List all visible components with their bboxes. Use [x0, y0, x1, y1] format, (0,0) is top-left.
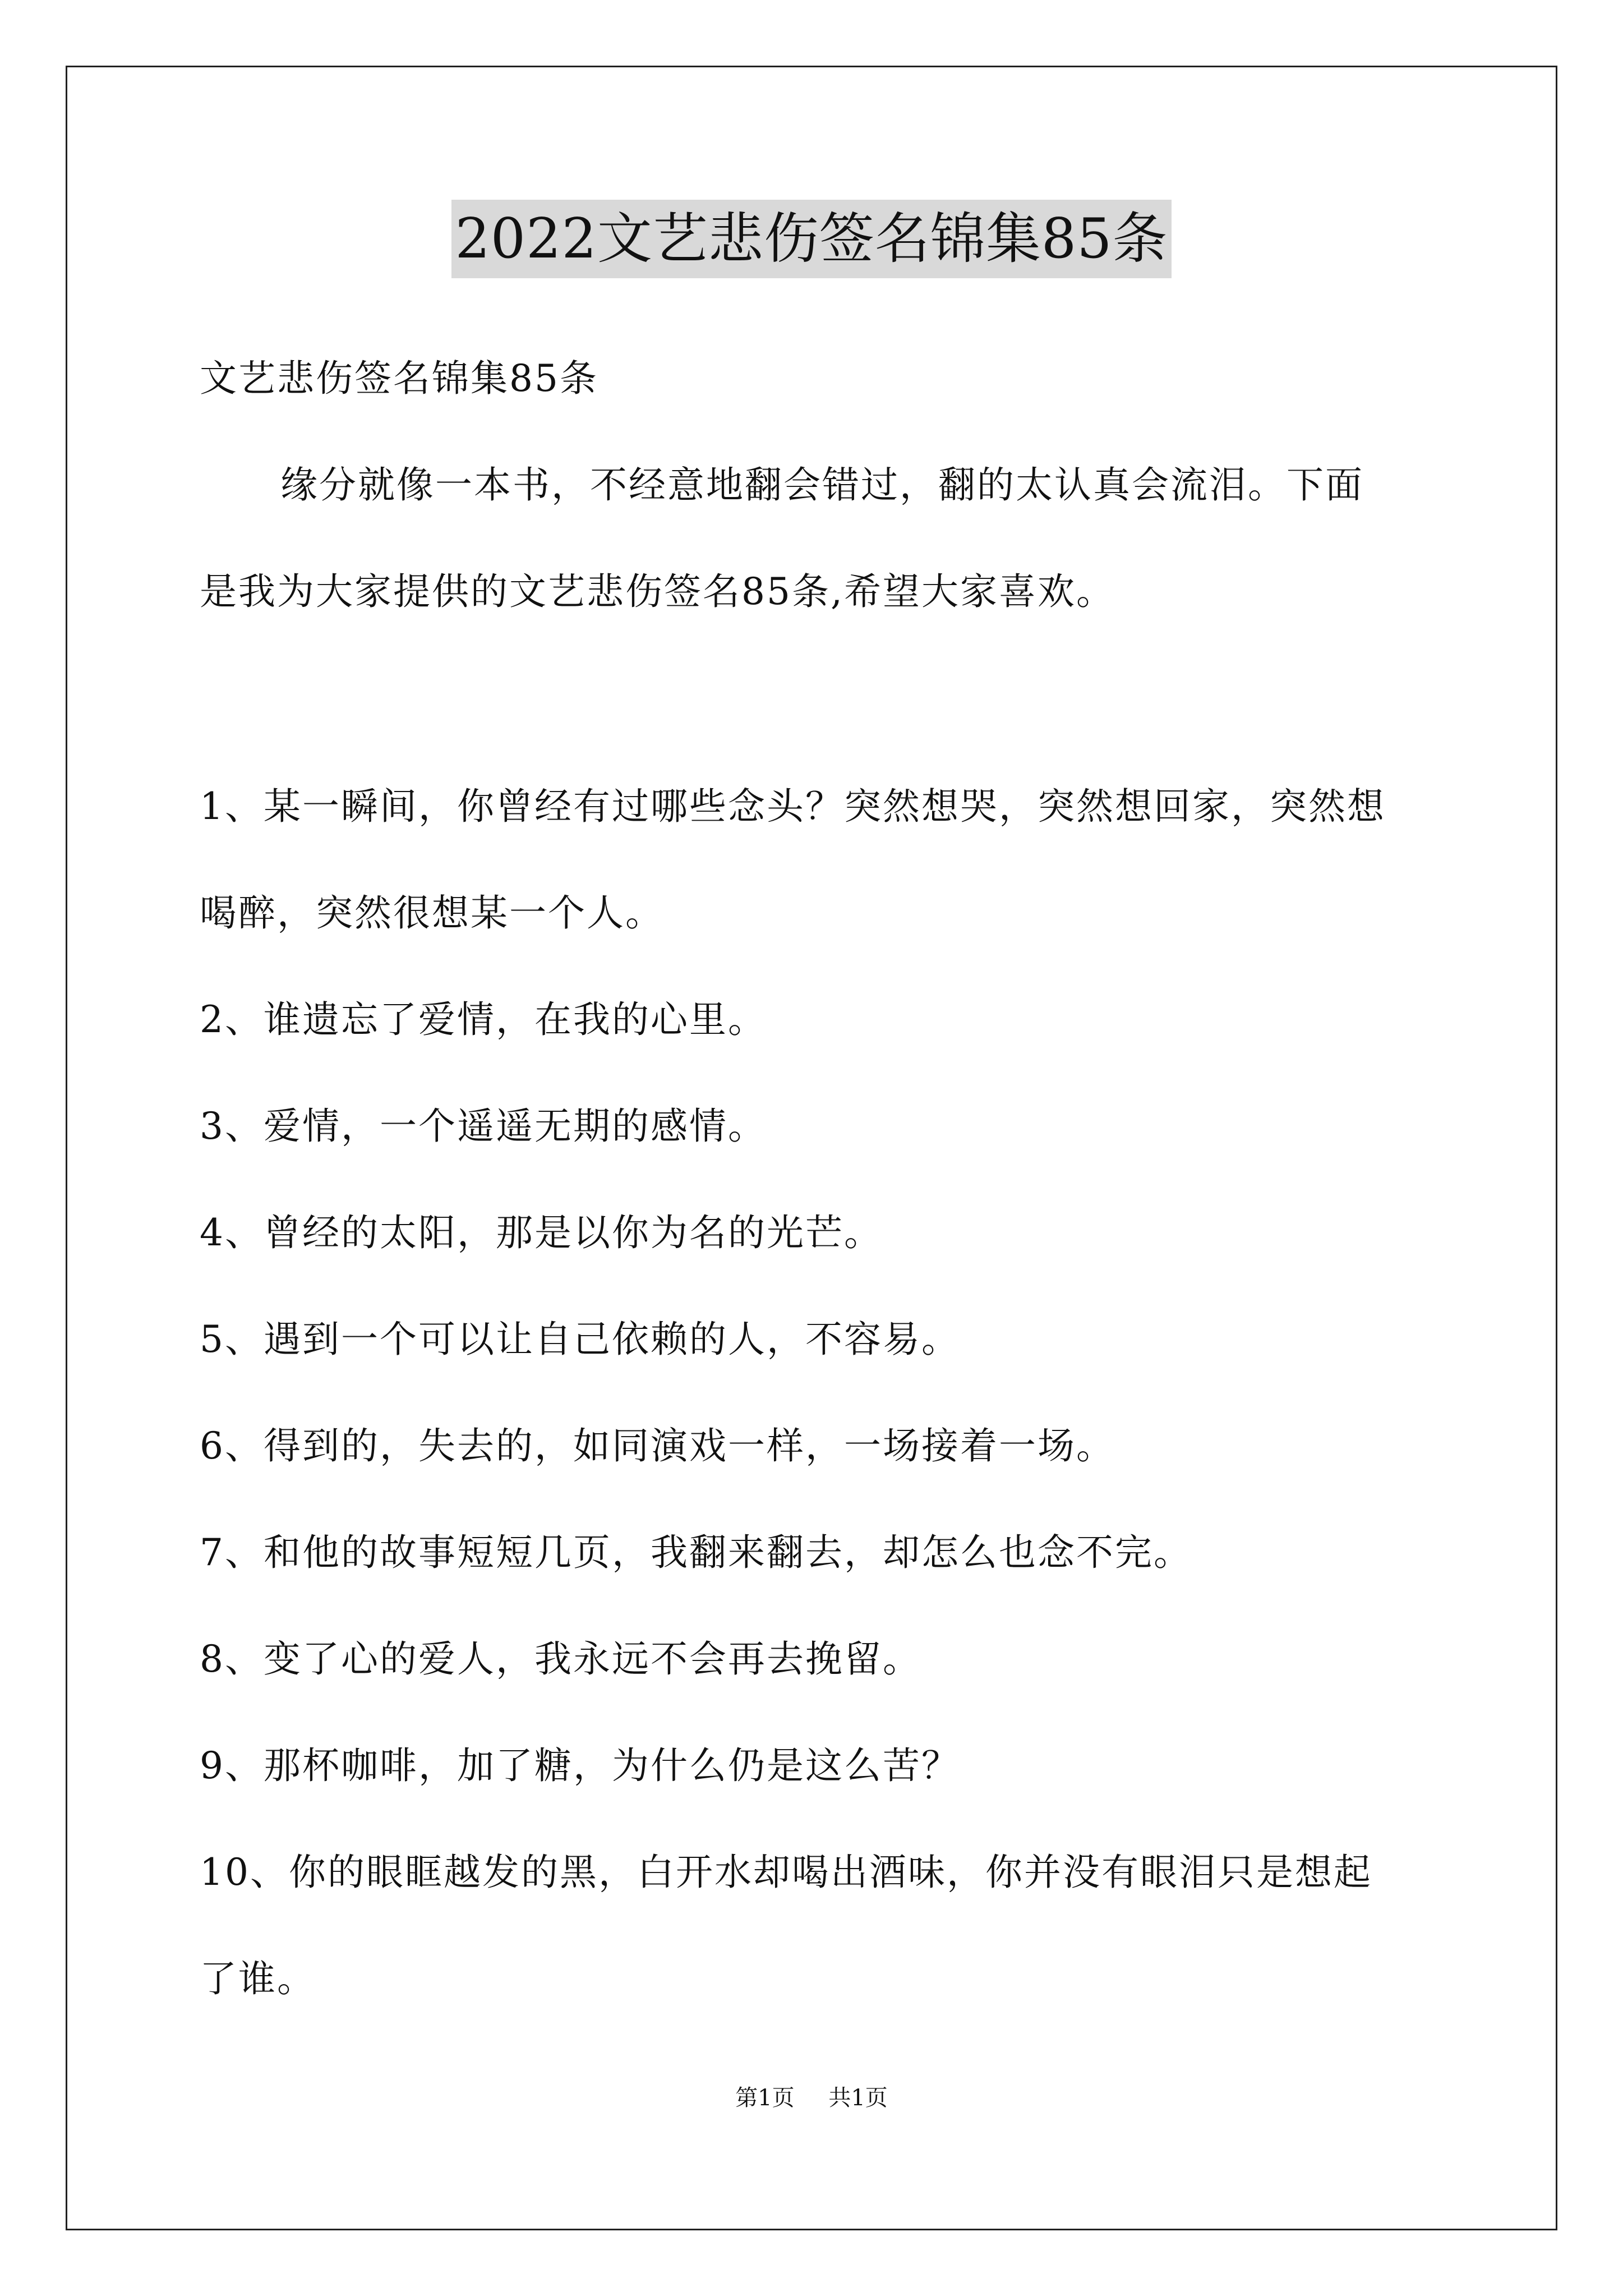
list-item-7: 7、和他的故事短短几页，我翻来翻去，却怎么也念不完。 — [200, 1531, 1192, 1574]
list-item-8: 8、变了心的爱人，我永远不会再去挽留。 — [200, 1637, 921, 1681]
list-item-1-line-2: 喝醉，突然很想某一个人。 — [200, 891, 664, 935]
list-item-3: 3、爱情，一个遥遥无期的感情。 — [200, 1105, 767, 1148]
list-item-6: 6、得到的，失去的，如同演戏一样，一场接着一场。 — [200, 1424, 1115, 1467]
intro-line-2: 是我为大家提供的文艺悲伤签名85条,希望大家喜欢。 — [200, 570, 1115, 613]
document-title: 2022文艺悲伤签名锦集85条 — [451, 200, 1171, 278]
document-subtitle: 文艺悲伤签名锦集85条 — [200, 357, 598, 400]
page-total: 共1页 — [828, 2085, 888, 2111]
page-number: 第1页 — [735, 2085, 795, 2111]
list-item-5: 5、遇到一个可以让自己依赖的人，不容易。 — [200, 1318, 960, 1361]
intro-line-1: 缘分就像一本书，不经意地翻会错过，翻的太认真会流泪。下面 — [280, 463, 1364, 507]
page-footer — [0, 2081, 1623, 2115]
list-item-4: 4、曾经的太阳，那是以你为名的光芒。 — [200, 1211, 883, 1254]
title-container — [0, 200, 1623, 278]
list-item-2: 2、谁遗忘了爱情，在我的心里。 — [200, 998, 767, 1041]
list-item-10-line-1: 10、你的眼眶越发的黑，白开水却喝出酒味，你并没有眼泪只是想起 — [200, 1851, 1372, 1894]
list-item-10-line-2: 了谁。 — [200, 1957, 316, 2000]
list-item-1-line-1: 1、某一瞬间，你曾经有过哪些念头？突然想哭，突然想回家，突然想 — [200, 785, 1386, 828]
list-item-9: 9、那杯咖啡，加了糖，为什么仍是这么苦？ — [200, 1744, 960, 1787]
